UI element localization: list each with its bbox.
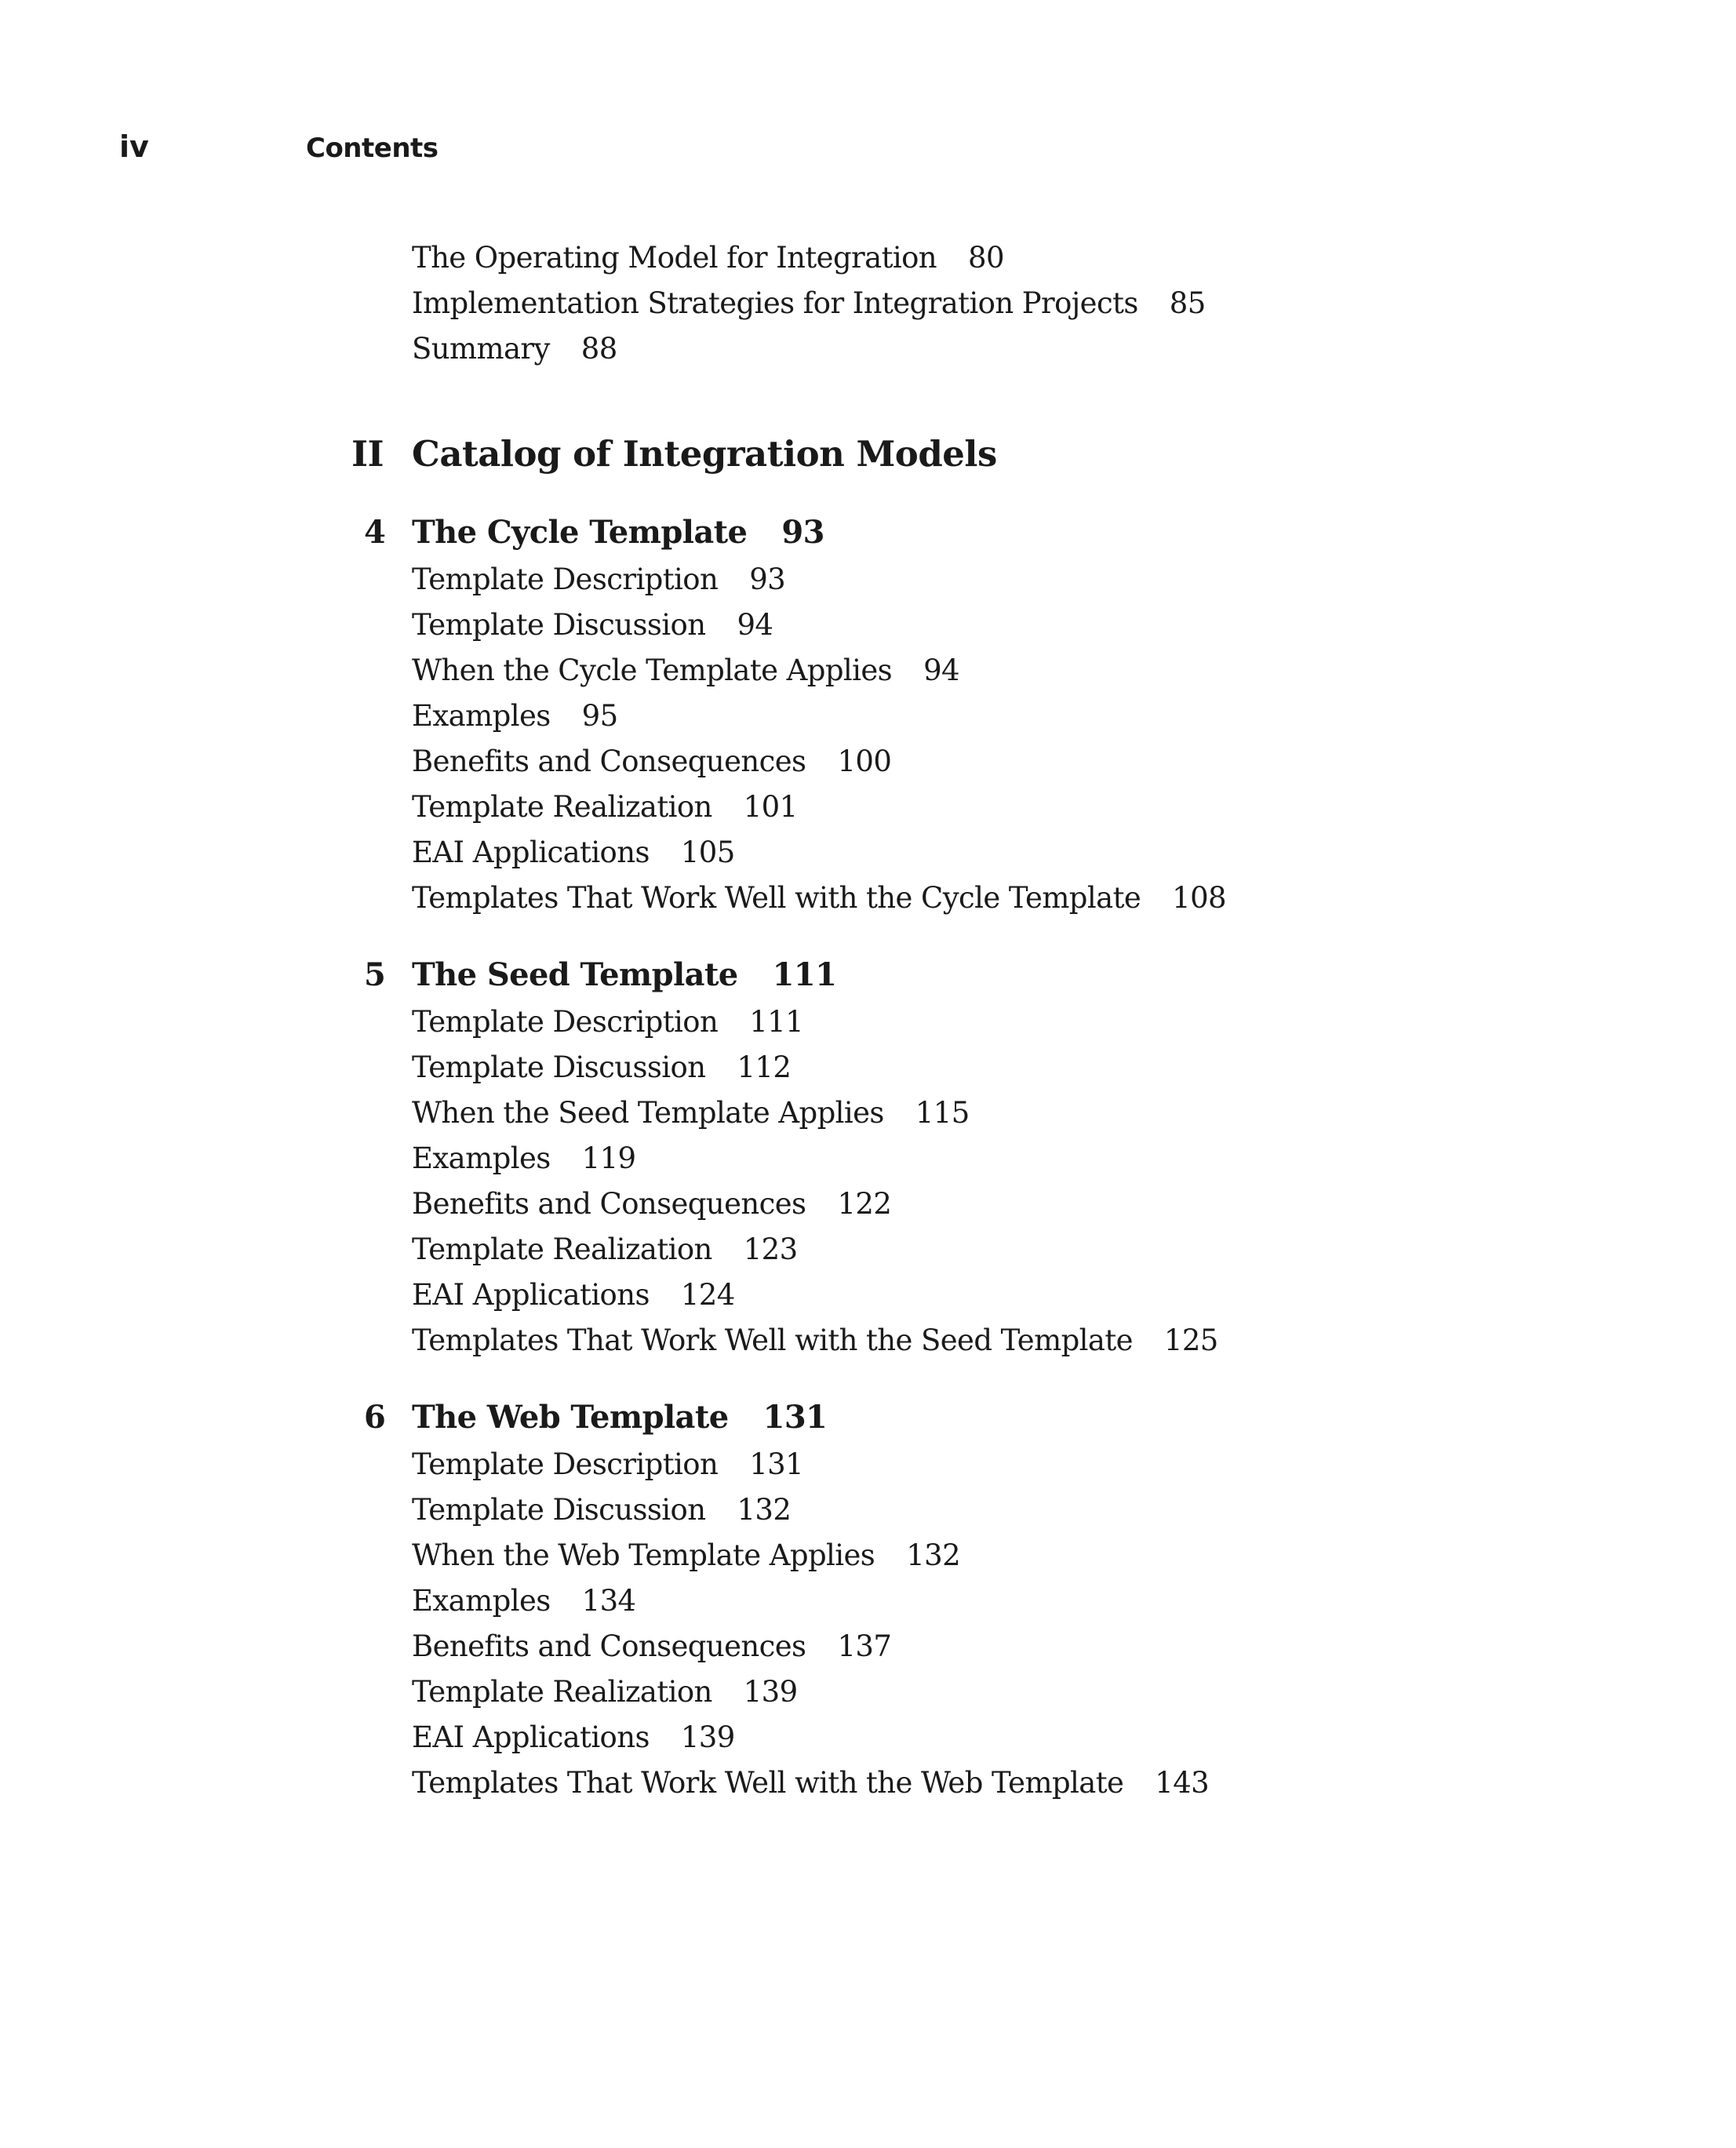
entry-page: 124 <box>680 1278 735 1312</box>
toc-entry <box>0 1181 1736 1227</box>
entry-title: EAI Applications <box>412 836 650 869</box>
chapter-page: 111 <box>772 956 837 993</box>
entry-page: 108 <box>1172 881 1226 915</box>
entry-title: Benefits and Consequences <box>412 1187 806 1221</box>
part-number: II <box>351 433 384 475</box>
chapter-page: 93 <box>781 514 824 551</box>
entry-page: 122 <box>837 1187 892 1221</box>
chapter-number: 5 <box>364 956 386 993</box>
chapter-heading <box>0 951 1736 999</box>
toc-entry <box>0 694 1736 739</box>
entry-page: 88 <box>580 332 617 366</box>
entry-page: 80 <box>968 241 1004 275</box>
entry-title: Template Realization <box>412 1232 712 1266</box>
chapter-number: 4 <box>364 514 386 551</box>
toc-entry <box>0 1715 1736 1760</box>
toc-entry <box>0 235 1736 281</box>
chapter-heading <box>0 1393 1736 1442</box>
toc-entry <box>0 1272 1736 1318</box>
page-header <box>0 127 1736 174</box>
chapter-title: The Cycle Template <box>412 514 748 551</box>
toc-entry <box>0 1624 1736 1669</box>
toc-entry <box>0 1487 1736 1533</box>
entry-title: Benefits and Consequences <box>412 1629 806 1663</box>
toc-entry <box>0 1136 1736 1181</box>
toc-entry <box>0 999 1736 1045</box>
toc-entry <box>0 326 1736 372</box>
toc-entry <box>0 1227 1736 1272</box>
entry-title: Examples <box>412 699 551 733</box>
entry-title: EAI Applications <box>412 1278 650 1312</box>
toc-entry <box>0 557 1736 603</box>
entry-title: Templates That Work Well with the Cycle Template <box>412 881 1141 915</box>
chapter-section <box>0 508 1736 921</box>
entry-title: Summary <box>412 332 550 366</box>
entry-page: 123 <box>743 1232 798 1266</box>
entry-title: When the Web Template Applies <box>412 1538 875 1572</box>
chapter-section <box>0 1393 1736 1806</box>
entry-page: 137 <box>837 1629 892 1663</box>
entry-page: 93 <box>749 562 786 596</box>
entry-page: 139 <box>680 1720 735 1754</box>
chapter-number: 6 <box>364 1399 386 1436</box>
entry-page: 132 <box>737 1493 792 1527</box>
entry-page: 100 <box>837 745 892 778</box>
entry-title: Examples <box>412 1584 551 1618</box>
toc-entry <box>0 648 1736 694</box>
toc-entry <box>0 1442 1736 1487</box>
entry-title: Template Description <box>412 1447 719 1481</box>
entry-title: Template Discussion <box>412 1050 706 1084</box>
entry-title: Template Discussion <box>412 608 706 642</box>
entry-page: 112 <box>737 1050 792 1084</box>
toc-entry <box>0 1760 1736 1806</box>
entry-title: Template Realization <box>412 790 712 824</box>
toc-entry <box>0 1578 1736 1624</box>
running-head: Contents <box>306 133 439 164</box>
entry-page: 131 <box>749 1447 804 1481</box>
entry-page: 119 <box>581 1141 636 1175</box>
toc-entry <box>0 1090 1736 1136</box>
entry-title: Template Discussion <box>412 1493 706 1527</box>
entry-page: 134 <box>581 1584 636 1618</box>
entry-title: Benefits and Consequences <box>412 745 806 778</box>
entry-page: 105 <box>680 836 735 869</box>
entry-title: Examples <box>412 1141 551 1175</box>
entry-page: 94 <box>737 608 773 642</box>
entry-page: 94 <box>923 654 959 687</box>
entry-title: When the Seed Template Applies <box>412 1096 884 1130</box>
entry-title: EAI Applications <box>412 1720 650 1754</box>
toc-entry <box>0 603 1736 648</box>
chapter-title: The Seed Template <box>412 956 738 993</box>
toc-entry <box>0 739 1736 785</box>
page-number: iv <box>119 129 149 164</box>
toc-entry <box>0 830 1736 876</box>
chapter-section <box>0 951 1736 1363</box>
toc-entry <box>0 785 1736 830</box>
entry-page: 143 <box>1155 1766 1210 1800</box>
toc-entry <box>0 1533 1736 1578</box>
toc-entry <box>0 1045 1736 1090</box>
chapter-heading <box>0 508 1736 557</box>
chapter-title: The Web Template <box>412 1399 729 1436</box>
entry-title: Template Description <box>412 562 719 596</box>
entry-title: When the Cycle Template Applies <box>412 654 893 687</box>
chapter-page: 131 <box>762 1399 828 1436</box>
entry-page: 132 <box>906 1538 961 1572</box>
entry-title: Template Description <box>412 1005 719 1039</box>
entry-title: Templates That Work Well with the Web Template <box>412 1766 1124 1800</box>
toc-entry <box>0 1318 1736 1363</box>
entry-title: The Operating Model for Integration <box>412 241 937 275</box>
leading-entries <box>0 235 1736 372</box>
toc-entry <box>0 1669 1736 1715</box>
part-title: Catalog of Integration Models <box>412 433 997 475</box>
toc-entry <box>0 281 1736 326</box>
entry-page: 115 <box>915 1096 970 1130</box>
entry-page: 95 <box>581 699 618 733</box>
entry-page: 125 <box>1163 1323 1218 1357</box>
part-heading <box>0 427 1736 482</box>
toc-entry <box>0 876 1736 921</box>
entry-title: Template Realization <box>412 1675 712 1709</box>
entry-page: 101 <box>743 790 798 824</box>
entry-page: 85 <box>1169 286 1206 320</box>
table-of-contents <box>0 235 1736 1806</box>
entry-page: 139 <box>743 1675 798 1709</box>
entry-page: 111 <box>749 1005 804 1039</box>
entry-title: Implementation Strategies for Integration Projects <box>412 286 1138 320</box>
entry-title: Templates That Work Well with the Seed Template <box>412 1323 1133 1357</box>
